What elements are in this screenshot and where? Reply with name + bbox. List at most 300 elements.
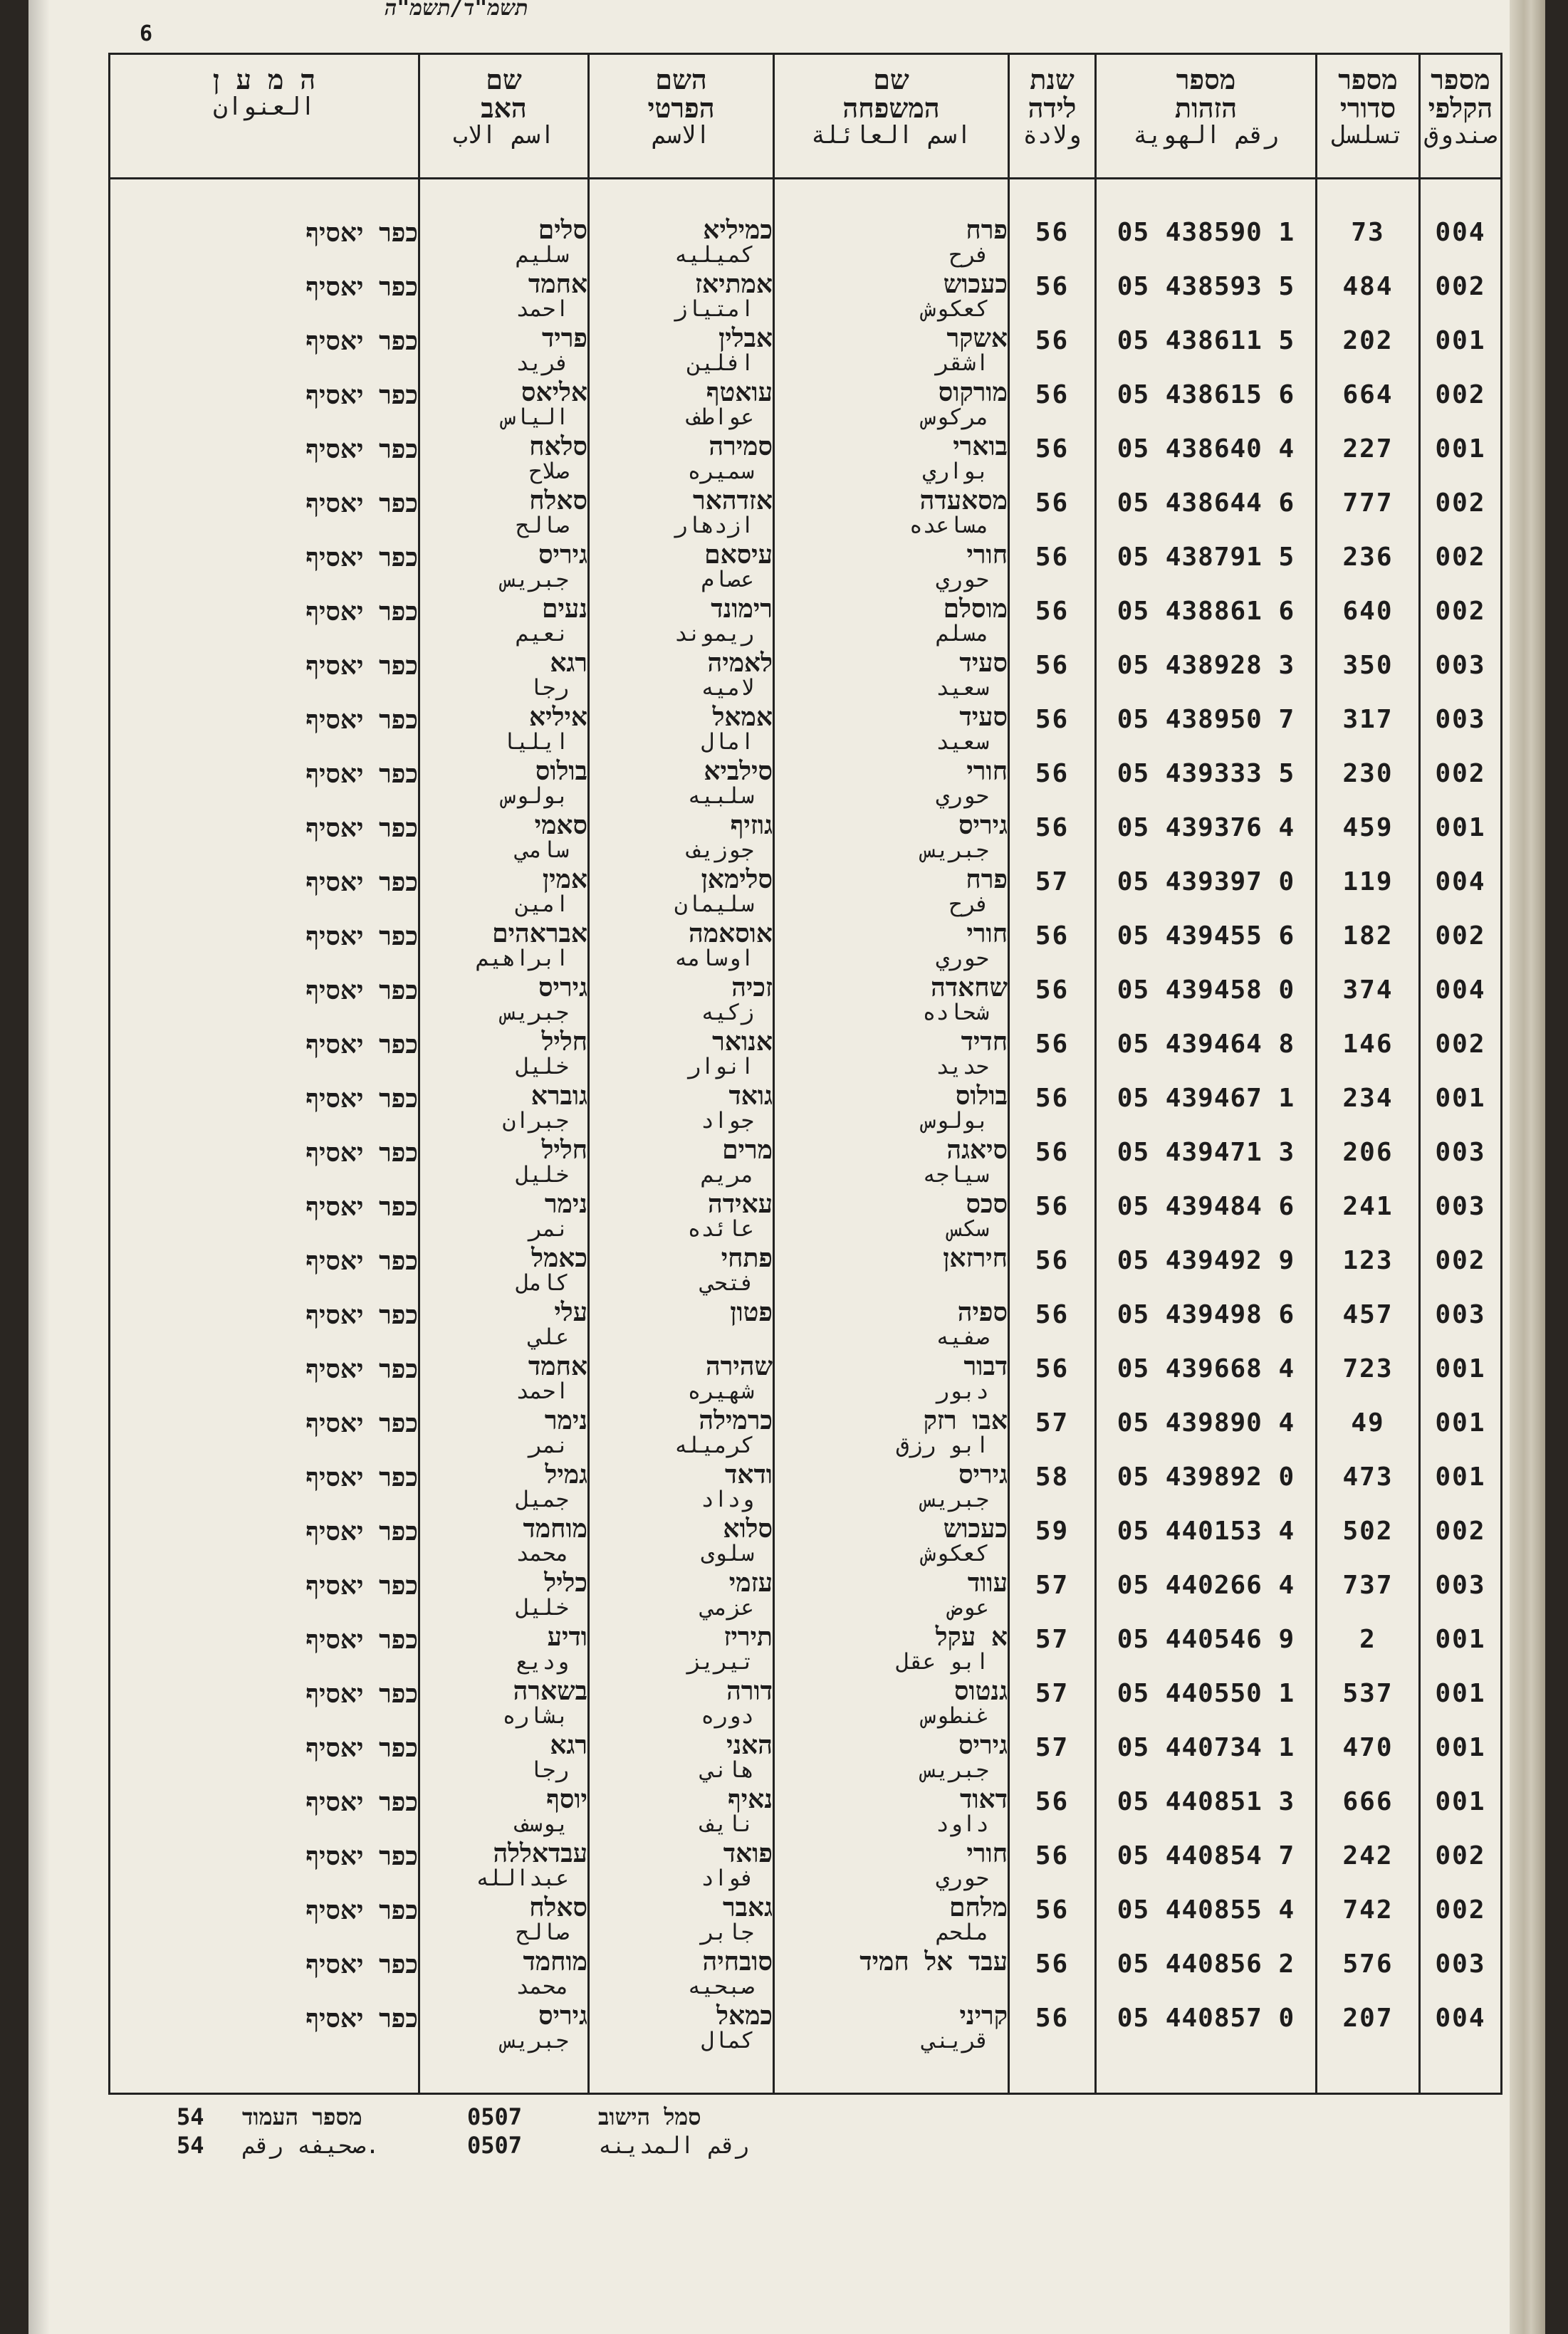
id-number-cell: 05 438644 6 (1096, 488, 1317, 543)
ballot-box-cell: 002 (1420, 1895, 1502, 1950)
first-name-cell: עואטף عواطف (589, 380, 774, 434)
ballot-box-cell: 001 (1420, 813, 1502, 867)
father-name-cell: אליאס الياس (419, 380, 589, 434)
address-cell: כפר יאסיף (110, 272, 419, 326)
table-row (110, 1192, 1502, 1246)
family-name-cell: כעכוש كعكوش (774, 272, 1009, 326)
address-cell: כפר יאסיף (110, 1950, 419, 2004)
first-name-cell: כרמילה كرميله (589, 1408, 774, 1462)
id-number-cell: 05 438615 6 (1096, 380, 1317, 434)
birth-year-cell: 56 (1009, 272, 1096, 326)
family-name-cell: בולוס بولوس (774, 1084, 1009, 1138)
binding-shadow (28, 0, 50, 2334)
birth-year-cell: 56 (1009, 813, 1096, 867)
serial-cell: 374 (1317, 975, 1420, 1030)
serial-cell: 123 (1317, 1246, 1420, 1300)
first-name-cell: סלוא سلوى (589, 1517, 774, 1571)
address-cell: כפר יאסיף (110, 2004, 419, 2058)
birth-year-cell: 56 (1009, 597, 1096, 651)
family-name-cell: בוארי بواري (774, 434, 1009, 488)
serial-cell: 317 (1317, 705, 1420, 759)
serial-cell: 2 (1317, 1625, 1420, 1679)
father-name-cell: כאמל كامل (419, 1246, 589, 1300)
id-number-cell: 05 439376 4 (1096, 813, 1317, 867)
serial-cell: 73 (1317, 179, 1420, 273)
family-name-cell: חדיד حديد (774, 1030, 1009, 1084)
id-number-cell: 05 438640 4 (1096, 434, 1317, 488)
family-name-cell: גיריס جبريس (774, 1462, 1009, 1517)
empty-cell (419, 2058, 589, 2094)
first-name-cell: עאידה عائده (589, 1192, 774, 1246)
birth-year-cell: 56 (1009, 975, 1096, 1030)
family-name-cell: חורי حوري (774, 543, 1009, 597)
family-name-cell: דבור دبور (774, 1354, 1009, 1408)
serial-cell: 146 (1317, 1030, 1420, 1084)
father-name-cell: בולוס بولوس (419, 759, 589, 813)
ballot-box-cell: 001 (1420, 1625, 1502, 1679)
serial-cell: 664 (1317, 380, 1420, 434)
table-row (110, 543, 1502, 597)
first-name-cell: ודאד وداد (589, 1462, 774, 1517)
father-name-cell: עלי علي (419, 1300, 589, 1354)
id-number-cell: 05 439484 6 (1096, 1192, 1317, 1246)
table-row (110, 1571, 1502, 1625)
first-name-cell: גואד جواد (589, 1084, 774, 1138)
first-name-cell: תיריז تيريز (589, 1625, 774, 1679)
family-name-cell: דאוד داود (774, 1787, 1009, 1841)
family-name-cell: סיאגה سياجه (774, 1138, 1009, 1192)
ballot-box-cell: 003 (1420, 705, 1502, 759)
address-cell: כפר יאסיף (110, 1679, 419, 1733)
serial-cell: 227 (1317, 434, 1420, 488)
first-name-cell: נאיף نايف (589, 1787, 774, 1841)
serial-cell: 640 (1317, 597, 1420, 651)
address-cell: כפר יאסיף (110, 1733, 419, 1787)
page-number-label: מספר העמוד (242, 2103, 362, 2130)
serial-cell: 457 (1317, 1300, 1420, 1354)
id-number-cell: 05 438928 3 (1096, 651, 1317, 705)
first-name-cell: אוסאמה اوسامه (589, 921, 774, 975)
family-name-cell: חורי حوري (774, 759, 1009, 813)
family-name-cell: עבד אל חמיד (774, 1950, 1009, 2004)
address-cell: כפר יאסיף (110, 380, 419, 434)
ballot-box-cell: 001 (1420, 434, 1502, 488)
serial-cell: 202 (1317, 326, 1420, 380)
id-number-cell: 05 440851 3 (1096, 1787, 1317, 1841)
father-name-cell: סלאח صلاح (419, 434, 589, 488)
father-name-cell: פריד فريد (419, 326, 589, 380)
first-name-cell: לאמיה لاميه (589, 651, 774, 705)
id-number-cell: 05 440857 0 (1096, 2004, 1317, 2058)
first-name-cell: אמתיאז امتياز (589, 272, 774, 326)
birth-year-cell: 56 (1009, 1950, 1096, 2004)
id-number-cell: 05 440855 4 (1096, 1895, 1317, 1950)
family-name-cell: פרח فرح (774, 867, 1009, 921)
serial-cell: 182 (1317, 921, 1420, 975)
id-number-cell: 05 439397 0 (1096, 867, 1317, 921)
first-name-cell: סלימאן سليمان (589, 867, 774, 921)
ballot-box-cell: 003 (1420, 1571, 1502, 1625)
ballot-box-cell: 001 (1420, 1787, 1502, 1841)
father-name-cell: מוחמד محمد (419, 1517, 589, 1571)
serial-cell: 234 (1317, 1084, 1420, 1138)
first-name-cell: אנואר انوار (589, 1030, 774, 1084)
col-header-first: השם הפרטי الاسم (589, 54, 774, 179)
col-header-father: שם האב اسم الاب (419, 54, 589, 179)
id-number-cell: 05 438611 5 (1096, 326, 1317, 380)
father-name-cell: נעים نعيم (419, 597, 589, 651)
father-name-cell: גיריס جبريس (419, 975, 589, 1030)
table-row (110, 488, 1502, 543)
address-cell: כפר יאסיף (110, 1300, 419, 1354)
id-number-cell: 05 439467 1 (1096, 1084, 1317, 1138)
birth-year-cell: 56 (1009, 651, 1096, 705)
settlement-code-ar: 0507 (467, 2132, 523, 2159)
ballot-box-cell: 002 (1420, 921, 1502, 975)
first-name-cell: כמיליא كميليه (589, 179, 774, 273)
address-cell: כפר יאסיף (110, 1030, 419, 1084)
id-number-cell: 05 438791 5 (1096, 543, 1317, 597)
table-row (110, 651, 1502, 705)
id-number-cell: 05 439333 5 (1096, 759, 1317, 813)
ballot-box-cell: 004 (1420, 2004, 1502, 2058)
col-header-address: ה מ ע ן العنوان (110, 54, 419, 179)
first-name-cell: דורה دوره (589, 1679, 774, 1733)
serial-cell: 666 (1317, 1787, 1420, 1841)
birth-year-cell: 56 (1009, 434, 1096, 488)
serial-cell: 230 (1317, 759, 1420, 813)
father-name-cell: בשארה بشاره (419, 1679, 589, 1733)
father-name-cell: חליל خليل (419, 1030, 589, 1084)
id-number-cell: 05 440856 2 (1096, 1950, 1317, 2004)
empty-cell (1009, 2058, 1096, 2094)
id-number-cell: 05 440854 7 (1096, 1841, 1317, 1895)
id-number-cell: 05 439455 6 (1096, 921, 1317, 975)
birth-year-cell: 56 (1009, 1895, 1096, 1950)
ballot-box-cell: 002 (1420, 1517, 1502, 1571)
father-name-cell: יוסף يوسف (419, 1787, 589, 1841)
table-row (110, 380, 1502, 434)
table-row (110, 705, 1502, 759)
empty-cell (1420, 2058, 1502, 2094)
birth-year-cell: 56 (1009, 1192, 1096, 1246)
father-name-cell: אחמד احمد (419, 1354, 589, 1408)
family-name-cell: גיריס جبريس (774, 1733, 1009, 1787)
voter-table (108, 53, 1502, 2095)
family-name-cell: עווד عوض (774, 1571, 1009, 1625)
family-name-cell: סעיד سعيد (774, 705, 1009, 759)
family-name-cell: סעיד سعيد (774, 651, 1009, 705)
table-row (110, 1462, 1502, 1517)
serial-cell: 737 (1317, 1571, 1420, 1625)
table-row (110, 867, 1502, 921)
settlement-code: 0507 (467, 2103, 523, 2130)
settlement-code-label: סמל הישוב (598, 2103, 701, 2130)
address-cell: כפר יאסיף (110, 597, 419, 651)
address-cell: כפר יאסיף (110, 179, 419, 273)
ballot-box-cell: 001 (1420, 1408, 1502, 1462)
id-number-cell: 05 438861 6 (1096, 597, 1317, 651)
first-name-cell: גוזיף جوزيف (589, 813, 774, 867)
serial-cell: 723 (1317, 1354, 1420, 1408)
table-row (110, 1841, 1502, 1895)
family-name-cell: סכס سكس (774, 1192, 1009, 1246)
id-number-cell: 05 439890 4 (1096, 1408, 1317, 1462)
address-cell: כפר יאסיף (110, 1571, 419, 1625)
table-row (110, 1895, 1502, 1950)
table-row (110, 1246, 1502, 1300)
address-cell: כפר יאסיף (110, 867, 419, 921)
id-number-cell: 05 440546 9 (1096, 1625, 1317, 1679)
family-name-cell: מסאעדה مساعده (774, 488, 1009, 543)
ballot-box-cell: 001 (1420, 1462, 1502, 1517)
first-name-cell: זכיה زكيه (589, 975, 774, 1030)
page-number-top: 6 (140, 21, 153, 46)
serial-cell: 207 (1317, 2004, 1420, 2058)
father-name-cell: איליא ايليا (419, 705, 589, 759)
address-cell: כפר יאסיף (110, 651, 419, 705)
father-name-cell: נימר نمر (419, 1192, 589, 1246)
father-name-cell: אבראהים ابراهيم (419, 921, 589, 975)
father-name-cell: גיריס جبريس (419, 543, 589, 597)
id-number-cell: 05 439464 8 (1096, 1030, 1317, 1084)
ballot-box-cell: 004 (1420, 179, 1502, 273)
address-cell: כפר יאסיף (110, 1408, 419, 1462)
father-name-cell: רגא رجا (419, 651, 589, 705)
birth-year-cell: 56 (1009, 488, 1096, 543)
family-name-cell: אשקר اشقر (774, 326, 1009, 380)
first-name-cell: גאבר جابر (589, 1895, 774, 1950)
birth-year-cell: 57 (1009, 867, 1096, 921)
family-name-cell: קריני قريني (774, 2004, 1009, 2058)
serial-cell: 49 (1317, 1408, 1420, 1462)
serial-cell: 777 (1317, 488, 1420, 543)
family-name-cell: פרח فرح (774, 179, 1009, 273)
serial-cell: 350 (1317, 651, 1420, 705)
serial-cell: 502 (1317, 1517, 1420, 1571)
id-number-cell: 05 438590 1 (1096, 179, 1317, 273)
father-name-cell: סאמי سامي (419, 813, 589, 867)
birth-year-cell: 56 (1009, 1138, 1096, 1192)
family-name-cell: כעכוש كعكوش (774, 1517, 1009, 1571)
table-row (110, 1679, 1502, 1733)
family-name-cell: חורי حوري (774, 1841, 1009, 1895)
father-name-cell: רגא رجا (419, 1733, 589, 1787)
table-row (110, 272, 1502, 326)
table-row (110, 326, 1502, 380)
serial-cell: 742 (1317, 1895, 1420, 1950)
birth-year-cell: 56 (1009, 1246, 1096, 1300)
birth-year-cell: 56 (1009, 179, 1096, 273)
ballot-box-cell: 001 (1420, 1733, 1502, 1787)
ballot-box-cell: 002 (1420, 759, 1502, 813)
table-filler-row (110, 2058, 1502, 2094)
address-cell: כפר יאסיף (110, 434, 419, 488)
address-cell: כפר יאסיף (110, 759, 419, 813)
table-row (110, 975, 1502, 1030)
father-name-cell: אמין امين (419, 867, 589, 921)
ballot-box-cell: 003 (1420, 651, 1502, 705)
table-row (110, 1625, 1502, 1679)
ballot-box-cell: 004 (1420, 975, 1502, 1030)
address-cell: כפר יאסיף (110, 1895, 419, 1950)
birth-year-cell: 56 (1009, 380, 1096, 434)
father-name-cell: ודיע وديع (419, 1625, 589, 1679)
father-name-cell: סלים سليم (419, 179, 589, 273)
table-row (110, 1030, 1502, 1084)
ballot-box-cell: 002 (1420, 597, 1502, 651)
first-name-cell: מרים مريم (589, 1138, 774, 1192)
id-number-cell: 05 438593 5 (1096, 272, 1317, 326)
table-body (110, 179, 1502, 2094)
ballot-box-cell: 002 (1420, 1841, 1502, 1895)
ballot-box-cell: 004 (1420, 867, 1502, 921)
father-name-cell: חליל خليل (419, 1138, 589, 1192)
empty-cell (774, 2058, 1009, 2094)
serial-cell: 241 (1317, 1192, 1420, 1246)
table-row (110, 813, 1502, 867)
first-name-cell: פואד فواد (589, 1841, 774, 1895)
family-name-cell: חורי حوري (774, 921, 1009, 975)
family-name-cell: חירזאן (774, 1246, 1009, 1300)
ballot-box-cell: 001 (1420, 326, 1502, 380)
birth-year-cell: 57 (1009, 1408, 1096, 1462)
address-cell: כפר יאסיף (110, 813, 419, 867)
settlement-code-label-ar: رقم المدينه (598, 2132, 749, 2159)
table-row (110, 1733, 1502, 1787)
table-row (110, 1517, 1502, 1571)
first-name-cell: עזמי عزمي (589, 1571, 774, 1625)
serial-cell: 537 (1317, 1679, 1420, 1733)
first-name-cell: אמאל امال (589, 705, 774, 759)
id-number-cell: 05 440734 1 (1096, 1733, 1317, 1787)
table-row (110, 1950, 1502, 2004)
father-name-cell: נימר نمر (419, 1408, 589, 1462)
serial-cell: 576 (1317, 1950, 1420, 2004)
address-cell: כפר יאסיף (110, 1192, 419, 1246)
table-row (110, 759, 1502, 813)
table-row (110, 1300, 1502, 1354)
page-stack-edge (1510, 0, 1545, 2334)
address-cell: כפר יאסיף (110, 975, 419, 1030)
empty-cell (1096, 2058, 1317, 2094)
birth-year-cell: 59 (1009, 1517, 1096, 1571)
serial-cell: 470 (1317, 1733, 1420, 1787)
first-name-cell: עיסאם عصام (589, 543, 774, 597)
table-row (110, 1084, 1502, 1138)
id-number-cell: 05 440266 4 (1096, 1571, 1317, 1625)
first-name-cell: סילביא سلبيه (589, 759, 774, 813)
table-row (110, 434, 1502, 488)
address-cell: כפר יאסיף (110, 1787, 419, 1841)
address-cell: כפר יאסיף (110, 1841, 419, 1895)
family-name-cell: מוסלם مسلم (774, 597, 1009, 651)
table-header (110, 54, 1502, 179)
address-cell: כפר יאסיף (110, 326, 419, 380)
serial-cell: 242 (1317, 1841, 1420, 1895)
father-name-cell: גמיל جميل (419, 1462, 589, 1517)
birth-year-cell: 57 (1009, 1733, 1096, 1787)
col-header-year: שנת לידה ولادة (1009, 54, 1096, 179)
first-name-cell: כמאל كمال (589, 2004, 774, 2058)
birth-year-cell: 56 (1009, 759, 1096, 813)
id-number-cell: 05 440153 4 (1096, 1517, 1317, 1571)
address-cell: כפר יאסיף (110, 1517, 419, 1571)
table-row (110, 921, 1502, 975)
id-number-cell: 05 439892 0 (1096, 1462, 1317, 1517)
ballot-box-cell: 001 (1420, 1354, 1502, 1408)
col-header-box: מספר הקלפי صندوق (1420, 54, 1502, 179)
table-row (110, 1408, 1502, 1462)
first-name-cell: האני هاني (589, 1733, 774, 1787)
page-title: תשמ"ד/תשמ"ה (385, 0, 528, 21)
father-name-cell: אחמד احمد (419, 272, 589, 326)
birth-year-cell: 58 (1009, 1462, 1096, 1517)
first-name-cell: פתחי فتحي (589, 1246, 774, 1300)
ballot-box-cell: 002 (1420, 1246, 1502, 1300)
birth-year-cell: 56 (1009, 1787, 1096, 1841)
family-name-cell: שחאדה شحاده (774, 975, 1009, 1030)
father-name-cell: עבדאללה عبدالله (419, 1841, 589, 1895)
ballot-box-cell: 001 (1420, 1679, 1502, 1733)
birth-year-cell: 56 (1009, 1841, 1096, 1895)
serial-cell: 459 (1317, 813, 1420, 867)
serial-cell: 119 (1317, 867, 1420, 921)
id-number-cell: 05 439668 4 (1096, 1354, 1317, 1408)
birth-year-cell: 56 (1009, 1084, 1096, 1138)
table-row (110, 1787, 1502, 1841)
id-number-cell: 05 439498 6 (1096, 1300, 1317, 1354)
birth-year-cell: 56 (1009, 921, 1096, 975)
birth-year-cell: 56 (1009, 326, 1096, 380)
serial-cell: 473 (1317, 1462, 1420, 1517)
first-name-cell: אזדהאר ازدهار (589, 488, 774, 543)
family-name-cell: מורקוס مركوس (774, 380, 1009, 434)
ballot-box-cell: 002 (1420, 1030, 1502, 1084)
family-name-cell: מלחם ملحم (774, 1895, 1009, 1950)
id-number-cell: 05 439458 0 (1096, 975, 1317, 1030)
first-name-cell: סמירה سميره (589, 434, 774, 488)
ballot-box-cell: 003 (1420, 1192, 1502, 1246)
empty-cell (1317, 2058, 1420, 2094)
birth-year-cell: 56 (1009, 543, 1096, 597)
family-name-cell: א עקל ابو عقل (774, 1625, 1009, 1679)
birth-year-cell: 57 (1009, 1679, 1096, 1733)
address-cell: כפר יאסיף (110, 1138, 419, 1192)
id-number-cell: 05 439471 3 (1096, 1138, 1317, 1192)
page-number: 54 (177, 2103, 204, 2130)
address-cell: כפר יאסיף (110, 1625, 419, 1679)
col-header-id: מספר הזהות رقم الهوية (1096, 54, 1317, 179)
family-name-cell: ספיה صفيه (774, 1300, 1009, 1354)
address-cell: כפר יאסיף (110, 543, 419, 597)
table-row (110, 1138, 1502, 1192)
first-name-cell: שהירה شهيره (589, 1354, 774, 1408)
birth-year-cell: 57 (1009, 1571, 1096, 1625)
ballot-box-cell: 003 (1420, 1950, 1502, 2004)
address-cell: כפר יאסיף (110, 1246, 419, 1300)
birth-year-cell: 56 (1009, 1354, 1096, 1408)
father-name-cell: גוברא جبران (419, 1084, 589, 1138)
id-number-cell: 05 438950 7 (1096, 705, 1317, 759)
page-number-label-ar: صحيفه رقم. (242, 2132, 380, 2159)
ballot-box-cell: 002 (1420, 380, 1502, 434)
id-number-cell: 05 439492 9 (1096, 1246, 1317, 1300)
father-name-cell: סאלח صالح (419, 488, 589, 543)
table-row (110, 597, 1502, 651)
birth-year-cell: 56 (1009, 1030, 1096, 1084)
address-cell: כפר יאסיף (110, 1084, 419, 1138)
